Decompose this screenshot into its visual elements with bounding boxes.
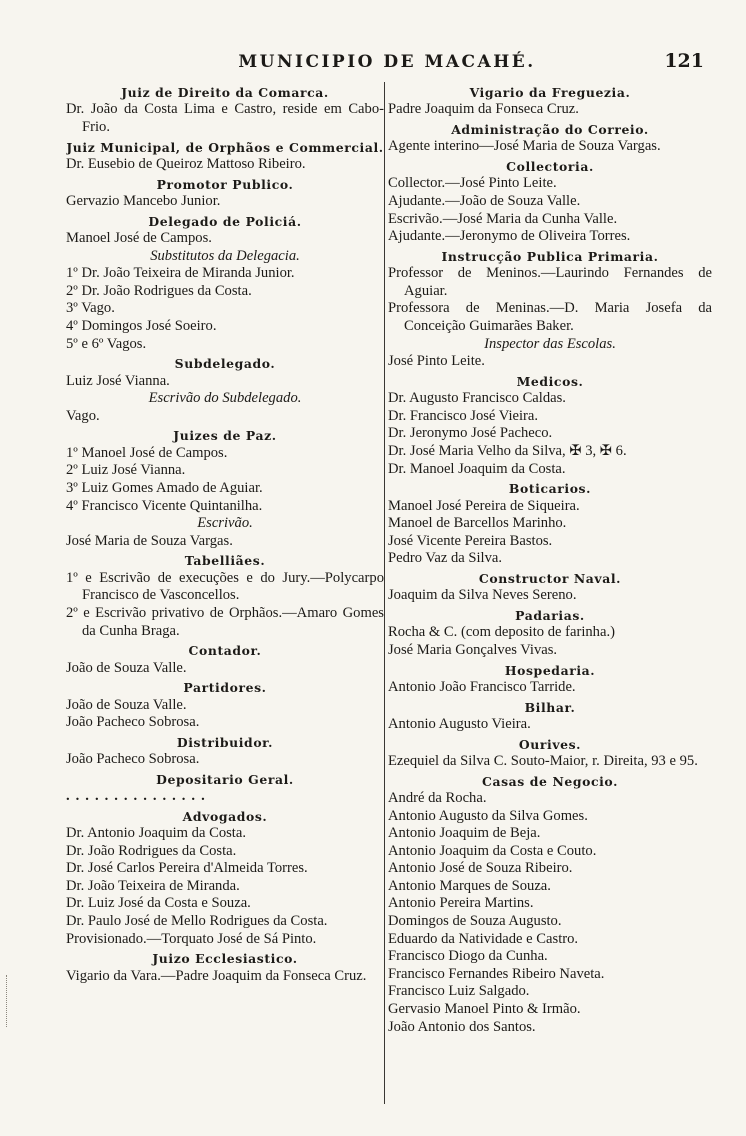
section-heading: Vigario da Freguezia. bbox=[469, 85, 631, 100]
directory-entry: Antonio Joaquim da Costa e Couto. bbox=[388, 842, 597, 859]
directory-entry: Antonio Joaquim de Beja. bbox=[388, 825, 541, 842]
directory-entry: Dr. João Teixeira de Miranda. bbox=[66, 877, 240, 894]
section-heading: Contador. bbox=[188, 643, 262, 659]
subheading: Inspector das Escolas. bbox=[484, 335, 616, 352]
directory-entry: José Maria de Souza Vargas. bbox=[66, 532, 233, 549]
section-heading: Juiz Municipal, de Orphãos e Commercial. bbox=[66, 139, 384, 155]
directory-entry: João Pacheco Sobrosa. bbox=[66, 751, 200, 768]
section-heading: Advogados. bbox=[182, 808, 268, 824]
section-heading: Medicos. bbox=[516, 373, 584, 389]
directory-entry: João Antonio dos Santos. bbox=[388, 1018, 536, 1035]
directory-entry: Luiz José Vianna. bbox=[66, 372, 170, 389]
right-column bbox=[388, 82, 712, 1084]
directory-entry: Vago. bbox=[66, 407, 100, 424]
section-heading: Partidores. bbox=[183, 680, 267, 696]
directory-entry: Antonio Augusto da Silva Gomes. bbox=[388, 807, 588, 824]
section-heading: Tabelliães. bbox=[184, 553, 266, 569]
directory-entry: José Maria Gonçalves Vivas. bbox=[388, 641, 558, 658]
subheading: Escrivão. bbox=[197, 515, 253, 532]
directory-entry: Eduardo da Natividade e Castro. bbox=[388, 930, 579, 947]
section-heading: Instrucção Publica Primaria. bbox=[441, 248, 659, 264]
section-heading: Casas de Negocio. bbox=[482, 773, 618, 789]
directory-entry: 2º Luiz José Vianna. bbox=[66, 462, 186, 479]
section-heading: Juizes de Paz. bbox=[173, 428, 277, 444]
directory-entry: Francisco Luiz Salgado. bbox=[388, 983, 530, 1000]
directory-entry: José Pinto Leite. bbox=[388, 353, 485, 370]
directory-entry: Antonio José de Souza Ribeiro. bbox=[388, 860, 573, 877]
section-heading: Promotor Publico. bbox=[156, 176, 294, 192]
left-column bbox=[66, 82, 384, 1084]
directory-entry: Antonio Marques de Souza. bbox=[388, 877, 551, 894]
directory-entry: 2º Dr. João Rodrigues da Costa. bbox=[66, 282, 252, 299]
directory-entry: Dr. Augusto Francisco Caldas. bbox=[388, 390, 566, 407]
directory-entry: Padre Joaquim da Fonseca Cruz. bbox=[388, 101, 579, 118]
directory-entry: Dr. Luiz José da Costa e Souza. bbox=[66, 895, 251, 912]
directory-entry: 3º Luiz Gomes Amado de Aguiar. bbox=[66, 479, 263, 496]
directory-entry: Dr. Francisco José Vieira. bbox=[388, 407, 539, 424]
directory-entry: João Pacheco Sobrosa. bbox=[66, 714, 200, 731]
directory-entry: Dr. José Maria Velho da Silva, ✠ 3, ✠ 6. bbox=[388, 442, 627, 459]
directory-entry: Vigario da Vara.—Padre Joaquim da Fonseca Cruz. bbox=[66, 967, 367, 984]
directory-entry: Ajudante.—João de Souza Valle. bbox=[388, 193, 581, 209]
section-heading: Delegado de Policiá. bbox=[148, 213, 302, 229]
directory-entry: João de Souza Valle. bbox=[66, 696, 187, 713]
directory-entry: Dr. Jeronymo José Pacheco. bbox=[388, 425, 553, 442]
subheading: Substitutos da Delegacia. bbox=[150, 247, 300, 264]
directory-entry: Domingos de Souza Augusto. bbox=[388, 913, 562, 930]
directory-entry: 1º e Escrivão de execuções e do Jury.—Polycarpo Francisco de Vasconcellos. bbox=[66, 569, 384, 604]
section-heading: Boticarios. bbox=[508, 481, 592, 497]
section-heading: Padarias. bbox=[515, 607, 585, 623]
directory-entry: Ezequiel da Silva C. Souto-Maior, r. Direita, 93 e 95. bbox=[388, 752, 698, 769]
directory-entry: Gervasio Manoel Pinto & Irmão. bbox=[388, 1001, 581, 1018]
subheading: Escrivão do Subdelegado. bbox=[148, 390, 302, 407]
directory-entry: Escrivão.—José Maria da Cunha Valle. bbox=[388, 210, 618, 227]
directory-entry: Francisco Fernandes Ribeiro Naveta. bbox=[388, 965, 605, 982]
directory-entry: Manoel José de Campos. bbox=[66, 230, 212, 246]
section-heading: Ourives. bbox=[518, 736, 582, 752]
page-number: 121 bbox=[664, 50, 704, 72]
directory-entry: 3º Vago. bbox=[66, 300, 115, 317]
page-header bbox=[66, 52, 708, 78]
column-divider bbox=[384, 82, 385, 1104]
directory-entry: Rocha & C. (com deposito de farinha.) bbox=[388, 624, 615, 641]
section-heading: Subdelegado. bbox=[174, 356, 276, 372]
directory-entry: 1º Dr. João Teixeira de Miranda Junior. bbox=[66, 265, 295, 282]
directory-entry: Ajudante.—Jeronymo de Oliveira Torres. bbox=[388, 228, 631, 245]
directory-entry: Professora de Meninas.—D. Maria Josefa da Conceição Guimarães Baker. bbox=[388, 300, 712, 334]
directory-entry: Dr. Manoel Joaquim da Costa. bbox=[388, 460, 566, 477]
directory-entry: João de Souza Valle. bbox=[66, 659, 187, 676]
directory-entry: Dr. Paulo José de Mello Rodrigues da Costa. bbox=[66, 913, 328, 930]
section-heading: Constructor Naval. bbox=[478, 570, 622, 586]
directory-entry: Manoel José Pereira de Siqueira. bbox=[388, 497, 580, 514]
directory-entry: André da Rocha. bbox=[388, 789, 487, 806]
directory-entry: 4º Francisco Vicente Quintanilha. bbox=[66, 497, 263, 514]
section-heading: Depositario Geral. bbox=[156, 771, 294, 787]
directory-entry: Dr. João Rodrigues da Costa. bbox=[66, 842, 237, 859]
directory-entry: Manoel de Barcellos Marinho. bbox=[388, 515, 567, 532]
directory-entry: Pedro Vaz da Silva. bbox=[388, 550, 503, 567]
directory-entry: ............... bbox=[66, 788, 211, 805]
directory-entry: Antonio Augusto Vieira. bbox=[388, 715, 531, 732]
section-heading: Juiz de Direito da Comarca. bbox=[121, 85, 329, 100]
directory-entry: Agente interino—José Maria de Souza Vargas. bbox=[388, 138, 661, 155]
section-heading: Administração do Correio. bbox=[451, 122, 649, 137]
directory-entry: Gervazio Mancebo Junior. bbox=[66, 193, 221, 209]
directory-entry: Francisco Diogo da Cunha. bbox=[388, 948, 548, 965]
page-title: MUNICIPIO DE MACAHÉ. bbox=[238, 52, 536, 72]
directory-entry: 2º e Escrivão privativo de Orphãos.—Amaro Gomes da Cunha Braga. bbox=[66, 604, 384, 639]
directory-entry: 1º Manoel José de Campos. bbox=[66, 444, 228, 461]
directory-entry: Dr. José Carlos Pereira d'Almeida Torres. bbox=[66, 860, 308, 877]
directory-entry: Dr. Antonio Joaquim da Costa. bbox=[66, 825, 246, 842]
section-heading: Bilhar. bbox=[524, 699, 576, 715]
section-heading: Distribuidor. bbox=[176, 734, 274, 750]
margin-mark bbox=[6, 975, 21, 1027]
directory-entry: Dr. João da Costa Lima e Castro, reside em Cabo-Frio. bbox=[66, 101, 384, 135]
directory-entry: Professor de Meninos.—Laurindo Fernandes de Aguiar. bbox=[388, 265, 712, 299]
directory-entry: Joaquim da Silva Neves Sereno. bbox=[388, 587, 577, 604]
directory-entry: Collector.—José Pinto Leite. bbox=[388, 175, 557, 192]
section-heading: Hospedaria. bbox=[504, 662, 596, 678]
directory-entry: 5º e 6º Vagos. bbox=[66, 335, 147, 352]
directory-entry: Dr. Eusebio de Queiroz Mattoso Ribeiro. bbox=[66, 156, 306, 172]
directory-entry: Provisionado.—Torquato José de Sá Pinto. bbox=[66, 930, 317, 947]
section-heading: Juizo Ecclesiastico. bbox=[152, 951, 298, 967]
section-heading: Collectoria. bbox=[506, 159, 594, 174]
directory-entry: Antonio Pereira Martins. bbox=[388, 895, 534, 912]
directory-entry: José Vicente Pereira Bastos. bbox=[388, 532, 553, 549]
directory-entry: 4º Domingos José Soeiro. bbox=[66, 317, 217, 334]
directory-entry: Antonio João Francisco Tarride. bbox=[388, 678, 576, 695]
